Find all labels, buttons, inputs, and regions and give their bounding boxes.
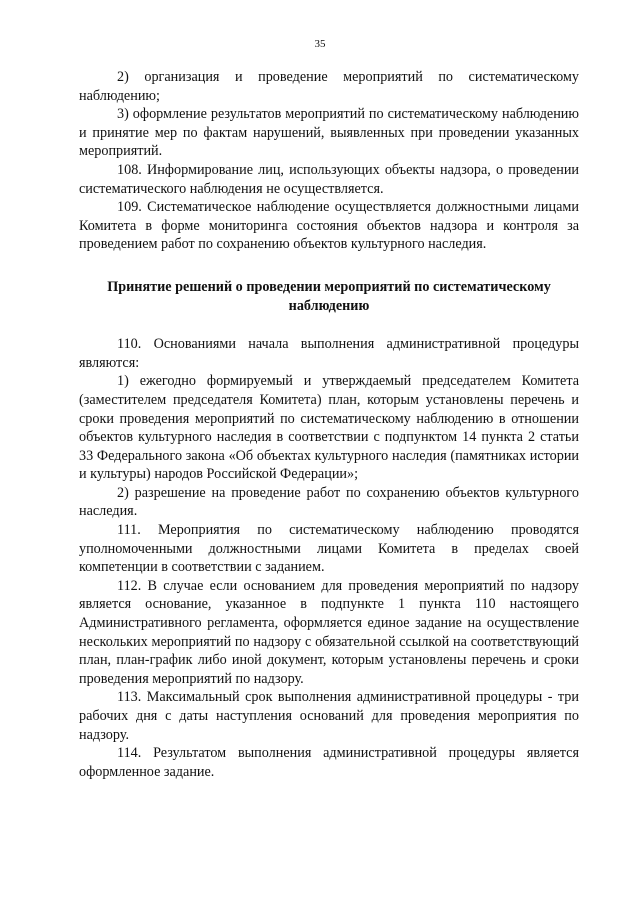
paragraph-110: 110. Основаниями начала выполнения административной процедуры являются: — [79, 336, 579, 371]
paragraph-item-2: 2) организация и проведение мероприятий по систематическому наблюдению; — [79, 69, 579, 104]
paragraph-111: 111. Мероприятия по систематическому наблюдению проводятся уполномоченными должностными лицами Комитета в пределах своей компетенции в соответствии с заданием. — [79, 522, 579, 576]
paragraph-113: 113. Максимальный срок выполнения административной процедуры - три рабочих дня с даты наступления оснований для проведения мероприятия по надзору. — [79, 689, 579, 743]
page-number: 35 — [314, 38, 326, 50]
paragraph-109: 109. Систематическое наблюдение осуществляется должностными лицами Комитета в форме мониторинга состояния объектов надзора и контроля за проведением работ по сохранению объектов культурного наследия. — [79, 199, 579, 253]
document-body — [79, 68, 579, 781]
paragraph-110-item-1: 1) ежегодно формируемый и утверждаемый председателем Комитета (заместителем председателя Комитета) план, которым установлены перечень и сроки проведения мероприятий по систематическому наблюдению в отношении объектов культурного наследия в соответствии с подпунктом 14 пункта 2 статьи 33 Федерального закона «Об объектах культурного наследия (памятниках истории и культуры) народов Российской Федерации»; — [79, 373, 579, 483]
paragraph-item-3: 3) оформление результатов мероприятий по систематическому наблюдению и принятие мер по фактам нарушений, выявленных при проведении указанных мероприятий. — [79, 106, 579, 160]
paragraph-108: 108. Информирование лиц, использующих объекты надзора, о проведении систематического наблюдения не осуществляется. — [79, 161, 579, 197]
paragraph-114: 114. Результатом выполнения административной процедуры является оформленное задание. — [79, 745, 579, 780]
paragraph-112: 112. В случае если основанием для проведения мероприятий по надзору является основание, указанное в подпункте 1 пункта 110 настоящего Административного регламента, оформляется единое задание на осуществление нескольких мероприятий по надзору с обязательной ссылкой на соответствующий план, план-график либо иной документ, которым установлены перечень и сроки проведения мероприятий по надзору. — [79, 577, 579, 687]
paragraph-110-item-2: 2) разрешение на проведение работ по сохранению объектов культурного наследия. — [79, 484, 579, 520]
section-heading: Принятие решений о проведении мероприятий по систематическому наблюдению — [107, 278, 551, 314]
